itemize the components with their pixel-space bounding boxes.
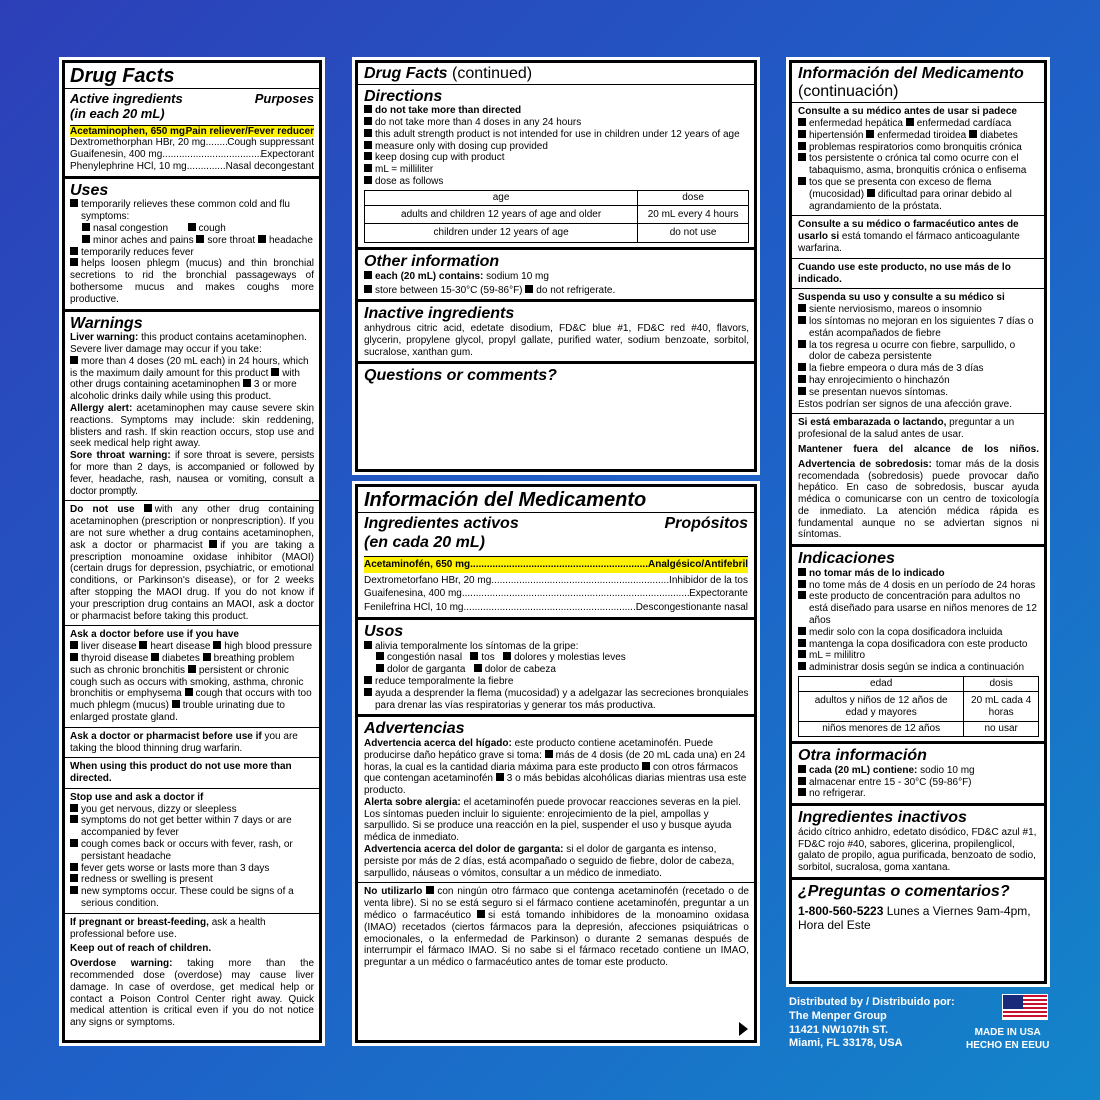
dose-table: age dose adults and children 12 years of age and older 20 mL every 4 hours children under 12 years of age do not use (364, 190, 749, 243)
drug-facts-continued-title: Drug Facts (continued) (364, 65, 533, 82)
stop-use-section: Stop use and ask a doctor if you get nervous, dizzy or sleepless symptoms do not get better within 7 days or are accompanied by fever cough comes back or occurs with fever, rash, or persistant headache fever gets worse or lasts more than 3 days redness or swelling is present new symptoms occur. These could be signs of a serious condition. (65, 788, 319, 913)
us-flag-icon (1002, 994, 1048, 1020)
uses-heading: Uses (70, 181, 109, 199)
other-info-heading: Other information (364, 253, 500, 271)
warnings-section: Warnings Liver warning: this product contains acetaminophen. Severe liver damage may occur if you take: more than 4 doses (20 mL each) in 24 hours, which is the maximum daily amount for this product with other drugs containing acetaminophen 3 or more alcoholic drinks daily while using this product. Allergy alert: acetaminophen may cause severe skin reactions. Symptoms may include: skin reddening, blisters and rash. If skin reaction occurs, stop use and seek medical help right away. Sore throat warning: if sore throat is severe, persists for more than 2 days, is accompanied or followed by fever, headache, rash, nausea or vomiting, consult a doctor promptly. (65, 309, 319, 501)
purposes-heading: Purposes (254, 91, 314, 106)
directions-heading: Directions (364, 87, 443, 105)
directions-section: Directions do not take more than directed do not take more than 4 doses in any 24 hours this adult strength product is not intended for use in children under 12 years of age measure only with dosing cup provided keep dosing cup with product mL = milliliter dose as follows age dose adults and children 12 years of age and older 20 mL every 4 hours children under 12 years of age do not use (358, 84, 754, 248)
made-in-usa: MADE IN USA HECHO EN EEUU (966, 1027, 1050, 1051)
pregnancy-section: If pregnant or breast-feeding, ask a health professional before use. Keep out of reach of children. Overdose warning: taking more than the recommended dose (overdose) may cause liver damage. In case of overdose, get medical help or contact a Poison Control Center right away. Quick medical attention is critical even if you do not notice any signs or symptoms. (65, 913, 319, 1032)
spanish-drug-info-panel (355, 484, 757, 1043)
inactive-section: Inactive ingredients anhydrous citric acid, edetate disodium, FD&C blue #1, FD&C red #40, flavors, glycerin, propylene glycol, propyl gallate, purified water, sodium benzoate, sorbitol, sucralose, xanthan gum. (358, 299, 754, 361)
spanish-continued-title: Información del Medicamento (continuación) (798, 65, 1024, 100)
do-not-use-section: Do not use with any other drug containing acetaminophen (prescription or nonprescription). If you are not sure whether a drug contains acetaminophen, ask a doctor or pharmacist if you are taking a prescription monoamine oxidase inhibitor (MAOI) (certain drugs for depression, psychiatric, or emotional conditions, or Parkinson's disease), or for 2 weeks after stopping the MAOI drug. If you do not know if your prescription drug contains an MAOI, ask a doctor or pharmacist before taking this product. (65, 500, 319, 625)
drug-facts-panel (62, 60, 322, 1043)
es-active-section: Ingredientes activos (en cada 20 mL) Propósitos Acetaminofén, 650 mg ..... Analgésico/Antifebril Dextrometorfano HBr, 20 mg ..... Inhibidor de la tos Guaifenesina, 400 mg ..... Expectorante Fenilefrina HCl, 10 mg ..... Descongestionante nasal (358, 512, 754, 617)
inactive-heading: Inactive ingredients (364, 305, 515, 323)
ingredient-row: Acetaminophen, 650 mg ..... Pain reliever/Fever reducer (70, 125, 314, 138)
questions-section (358, 361, 754, 441)
ingredient-row: Phenylephrine HCl, 10 mg ..... Nasal decongestant (70, 161, 314, 173)
ingredient-row: Fenilefrina HCl, 10 mg ..... Descongestionante nasal (364, 602, 748, 614)
es-other-info-section: Otra información cada (20 mL) contiene: sodio 10 mg almacenar entre 15 - 30°C (59-86°F) no refrigerar. (792, 741, 1044, 803)
questions-heading: Questions or comments? (364, 367, 557, 385)
drug-facts-title: Drug Facts (70, 65, 175, 87)
active-ingredients-section (65, 88, 319, 176)
warnings-heading: Warnings (70, 314, 143, 332)
spanish-title: Información del Medicamento (364, 489, 647, 511)
continue-arrow-icon (739, 1022, 748, 1036)
es-stop-use-section: Suspenda su uso y consulte a su médico si siente nerviosismo, mareos o insomnio los síntomas no mejoran en los siguientes 7 días o están acompañados de fiebre la tos regresa u ocurre con fiebre, sarpullido, o dolor de cabeza persistente la fiebre empeora o dura más de 3 días hay enrojecimiento o hinchazón se presentan nuevos síntomas. Estos podrían ser signos de una afección grave. (792, 288, 1044, 413)
es-directions-section: Indicaciones no tomar más de lo indicado no tome más de 4 dosis en un período de 24 horas este producto de concentración para adultos no está diseñado para usarse en niños menores de 12 años medir solo con la copa dosificadora incluida mantenga la copa dosificadora con este producto mL = mililitro administrar dosis según se indica a continuación edad dosis adultos y niños de 12 años de edad y mayores 20 mL cada 4 horas niños menores de 12 años no usar (792, 544, 1044, 741)
active-ingredients-heading: Active ingredients (in each 20 mL) (70, 91, 183, 122)
spanish-drug-info-continued-panel (789, 60, 1047, 984)
ingredient-row: Guaifenesin, 400 mg ..... Expectorant (70, 149, 314, 161)
ingredient-row: Dextrometorfano HBr, 20 mg ..... Inhibidor de la tos (364, 575, 748, 587)
uses-section: Uses temporarily relieves these common cold and flu symptoms: nasal congestion cough minor aches and pains sore throat headache temporarily reduces fever helps loosen phlegm (mucus) and thin bronchial secretions to rid the bronchial passageways of bothersome mucus and makes coughs more productive. (65, 176, 319, 309)
ask-pharmacist-section: Ask a doctor or pharmacist before use if you are taking the blood thinning drug warfarin. (65, 727, 319, 758)
ingredient-row: Acetaminofén, 650 mg ..... Analgésico/Antifebril (364, 556, 748, 573)
es-when-using-section: Cuando use este producto, no use más de lo indicado. (792, 258, 1044, 289)
distributor-info: Distributed by / Distribuido por: The Menper Group 11421 NW107th ST. Miami, FL 33178, USA (789, 996, 955, 1050)
ingredient-row: Dextromethorphan HBr, 20 mg ..... Cough suppressant (70, 137, 314, 149)
drug-facts-continued-panel (355, 60, 757, 472)
es-warnings-section: Advertencias Advertencia acerca del hígado: este producto contiene acetaminofén. Puede producirse daño hepático grave si toma: más de 4 dosis (de 20 mL cada una) en 24 horas, la cual es la cantidad diaria máxima para este producto con otros fármacos que contengan acetaminofén 3 o más bebidas alcohólicas diarias mientras usa este producto. Alerta sobre alergia: el acetaminofén puede provocar reacciones severas en la piel. Los síntomas pueden incluir lo siguiente: enrojecimiento de la piel, ampollas y sarpullido. Si se produce una reacción en la piel, suspender el uso y busque ayuda médica de inmediato. Advertencia acerca del dolor de garganta: si el dolor de garganta es intenso, persiste por más de 2 días, está acompañado o seguido de fiebre, dolor de cabeza, sarpullido, náuseas o vómitos, consultar a un médico de inmediato. (358, 714, 754, 882)
es-do-not-use-section: No utilizarlo con ningún otro fármaco que contenga acetaminofén (recetado o de venta libre). Si no se está seguro si el fármaco contiene acetaminofén, preguntar a un médico o farmacéutico si está tomando inhibidores de la monoamino oxidasa (IMAO) recetados (ciertos fármacos para la depresión, afecciones psiquiátricas o emocionales, o la enfermedad de Parkinson) o durante 2 semanas después de interrumpir el fármaco IMAO. Si no sabe si el fármaco recetado contiene un IMAO, preguntar a un médico o farmacéutico antes de tomar este producto. (358, 882, 754, 972)
title-section (65, 63, 319, 88)
when-using-section: When using this product do not use more than directed. (65, 757, 319, 788)
es-ask-pharmacist-section: Consulte a su médico o farmacéutico antes de usarlo si está tomando el fármaco anticoagulante warfarina. (792, 215, 1044, 257)
es-dose-table: edad dosis adultos y niños de 12 años de edad y mayores 20 mL cada 4 horas niños menores de 12 años no usar (798, 676, 1039, 737)
es-pregnancy-section: Si está embarazada o lactando, preguntar a un profesional de la salud antes de usar. Mantener fuera del alcance de los niños. Advertencia de sobredosis: tomar más de la dosis recomendada (sobredosis) puede provocar daño hepático. En caso de sobredosis, buscar ayuda médica o comunicarse con un centro de toxicología de inmediato. La atención médica rápida es fundamental aunque no se adviertan signos ni síntomas. (792, 413, 1044, 544)
es-uses-section: Usos alivia temporalmente los síntomas de la gripe: congestión nasal tos dolores y molestias leves dolor de garganta dolor de cabeza reduce temporalmente la fiebre ayuda a desprender la flema (mucosidad) y a adelgazar las secreciones bronquiales para drenar las vías respiratorias y generar tos más productiva. (358, 617, 754, 714)
other-info-section: Other information each (20 mL) contains: sodium 10 mg store between 15-30°C (59-86°F) do not refrigerate. (358, 247, 754, 299)
ingredient-row: Guaifenesina, 400 mg ..... Expectorante (364, 588, 748, 600)
es-questions-section: ¿Preguntas o comentarios? 1-800-560-5223 Lunes a Viernes 9am-4pm, Hora del Este (792, 877, 1044, 935)
es-inactive-section: Ingredientes inactivos ácido cítrico anhidro, edetato disódico, FD&C azul #1, FD&C rojo #40, sabores, glicerina, propilenglicol, galato de propilo, agua purificada, benzoato de sodio, sorbitol, sucralosa, goma xantana. (792, 803, 1044, 877)
es-ask-doctor-section: Consulte a su médico antes de usar si padece enfermedad hepática enfermedad cardíaca hipertensión enfermedad tiroidea diabetes problemas respiratorios como bronquitis crónica tos persistente o crónica tal como ocurre con el tabaquismo, asma, bronquitis crónica o enfisema tos que se presenta con exceso de flema (mucosidad) dificultad para orinar debido al agrandamiento de la próstata. (792, 102, 1044, 215)
phone-number: 1-800-560-5223 (798, 903, 884, 918)
ask-doctor-section: Ask a doctor before use if you have liver disease heart disease high blood pressure thyroid disease diabetes breathing problem such as chronic bronchitis persistent or chronic cough such as occurs with smoking, asthma, chronic bronchitis or emphysema cough that occurs with too much phlegm (mucus) trouble urinating due to enlarged prostate gland. (65, 625, 319, 726)
